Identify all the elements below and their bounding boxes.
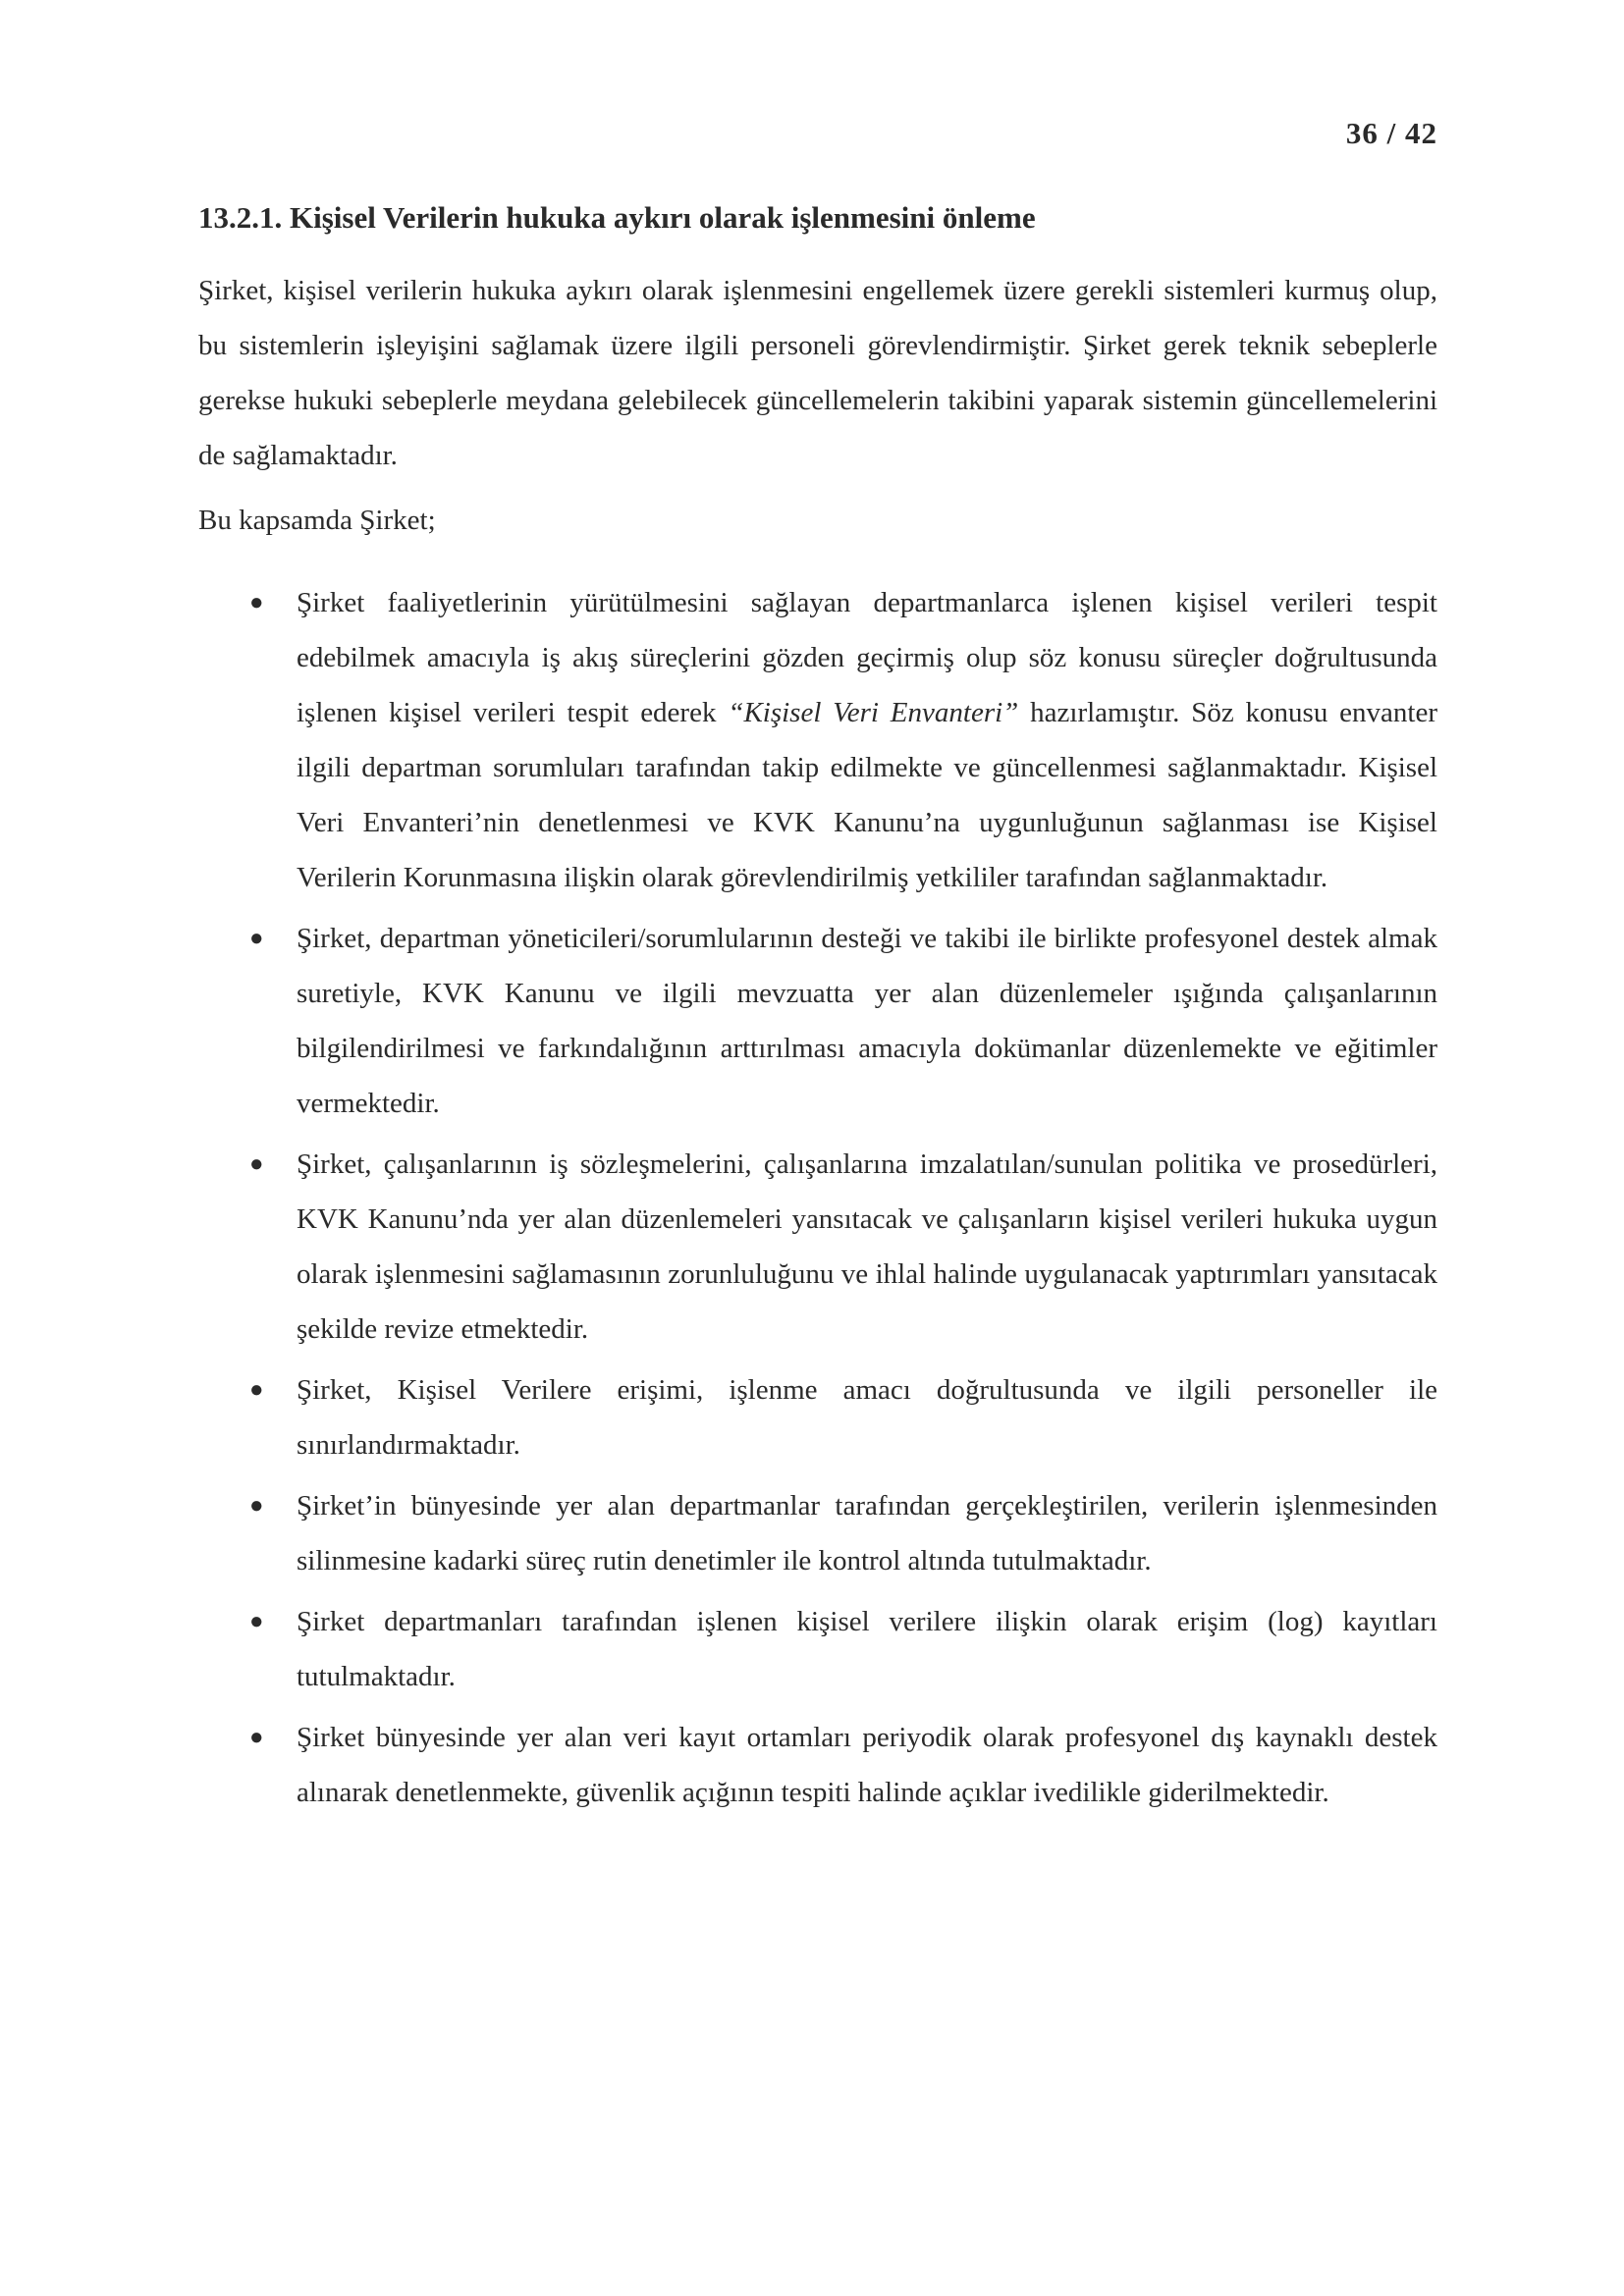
bullet-icon: ● [249,1725,264,1750]
page-number: 36 / 42 [1345,116,1437,150]
bullet-icon: ● [249,1151,264,1177]
bullet-icon: ● [249,1377,264,1403]
list-item-text-start: Şirket faaliyetlerinin yürütülmesini sağlayan departmanlarca işlenen kişisel verileri tespit edebilmek amacıyla iş akış süreçlerini gözden geçirmiş olup söz konusu süreçler doğrultusunda işlenen kişisel verileri tespit ederek [297,587,1437,728]
bullet-icon: ● [249,926,264,951]
list-item [198,575,1437,905]
bullet-list [198,575,1437,1820]
list-item-text-end: hazırlamıştır. Söz konusu envanter ilgili departman sorumluları tarafından takip edilmekte ve güncellenmesi sağlanmaktadır. Kişisel Veri Envanteri’nin denetlenmesi ve KVK Kanunu’na uygunluğunun sağlanması ise Kişisel Verilerin Korunmasına ilişkin olarak görevlendirilmiş yetkililer tarafından sağlanmaktadır. [297,697,1437,893]
list-item [198,1137,1437,1357]
document-body [198,194,1437,1826]
intro-paragraph: Şirket, kişisel verilerin hukuka aykırı olarak işlenmesini engellemek üzere gerekli sistemleri kurmuş olup, bu sistemlerin işleyişini sağlamak üzere ilgili personeli görevlendirmiştir. Şirket gerek teknik sebeplerle gerekse hukuki sebeplerle meydana gelebilecek güncellemelerin takibini yaparak sistemin güncellemelerini de sağlamaktadır. [198,275,1437,471]
bullet-icon: ● [249,1493,264,1519]
list-item [198,1478,1437,1588]
section-heading: 13.2.1. Kişisel Verilerin hukuka aykırı olarak işlenmesini önleme [198,200,1036,235]
list-item-text: Şirket bünyesinde yer alan veri kayıt ortamları periyodik olarak profesyonel dış kaynaklı destek alınarak denetlenmekte, güvenlik açığının tespiti halinde açıklar ivedilikle giderilmektedir. [297,1722,1437,1808]
list-item [198,1710,1437,1820]
list-item-text: Şirket, çalışanlarının iş sözleşmelerini, çalışanlarına imzalatılan/sunulan politika ve prosedürleri, KVK Kanunu’nda yer alan düzenlemeleri yansıtacak ve çalışanların kişisel verileri hukuka uygun olarak işlenmesini sağlamasının zorunluluğunu ve ihlal halinde uygulanacak yaptırımları yansıtacak şekilde revize etmektedir. [297,1148,1437,1345]
lead-paragraph: Bu kapsamda Şirket; [198,505,436,536]
list-item-text: Şirket, departman yöneticileri/sorumlularının desteği ve takibi ile birlikte profesyonel destek almak suretiyle, KVK Kanunu ve ilgili mevzuatta yer alan düzenlemeler ışığında çalışanlarının bilgilendirilmesi ve farkındalığının arttırılması amacıyla dokümanlar düzenlemekte ve eğitimler vermektedir. [297,923,1437,1119]
bullet-icon: ● [249,590,264,615]
list-item-emphasis: “Kişisel Veri Envanteri” [728,697,1019,728]
bullet-icon: ● [249,1609,264,1634]
list-item-text: Şirket’in bünyesinde yer alan departmanlar tarafından gerçekleştirilen, verilerin işlenmesinden silinmesine kadarki süreç rutin denetimler ile kontrol altında tutulmaktadır. [297,1490,1437,1576]
list-item-text: Şirket departmanları tarafından işlenen kişisel verilere ilişkin olarak erişim (log) kayıtları tutulmaktadır. [297,1606,1437,1692]
list-item [198,1362,1437,1472]
list-item [198,1594,1437,1704]
list-item [198,911,1437,1131]
list-item-text: Şirket, Kişisel Verilere erişimi, işlenme amacı doğrultusunda ve ilgili personeller ile sınırlandırmaktadır. [297,1374,1437,1461]
